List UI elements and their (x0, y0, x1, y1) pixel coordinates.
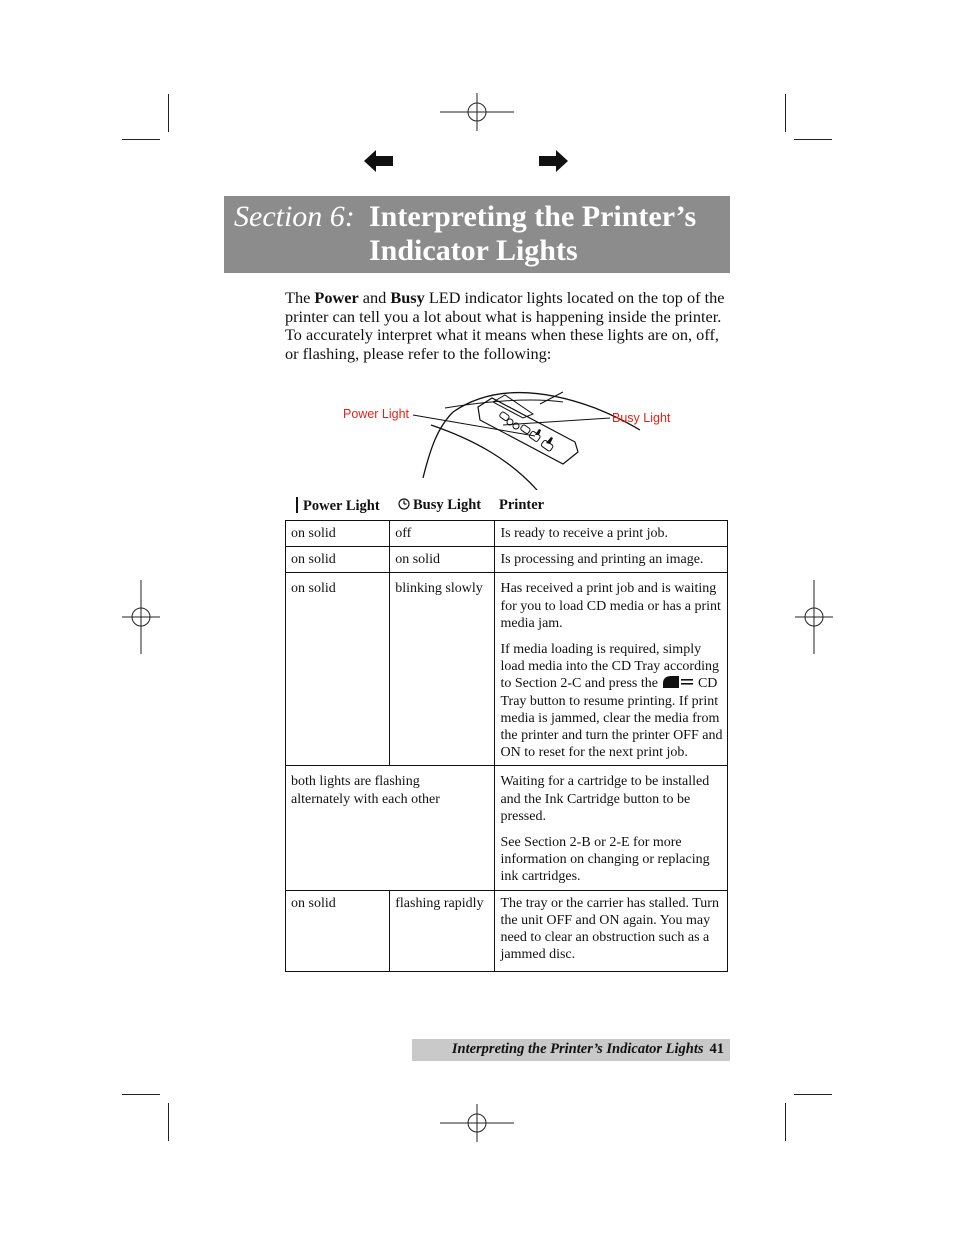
section-banner (224, 196, 730, 273)
footer-title (452, 1041, 724, 1058)
intro-power-term: Power (314, 288, 359, 307)
footer-section-title: Interpreting the Printer’s Indicator Lights (451, 1041, 704, 1057)
next-page-button[interactable] (539, 150, 569, 172)
printer-note (500, 641, 726, 761)
crop-mark (785, 1103, 786, 1141)
printer-description: The tray or the carrier has stalled. Turn the unit OFF and ON again. You may need to clear an obstruction such as a jammed disc. (500, 895, 719, 963)
power-cell: both lights are flashing alternately with each other (286, 766, 495, 890)
power-light-callout: Power Light (343, 407, 410, 421)
previous-page-button[interactable] (364, 150, 394, 172)
printer-description: See Section 2-B or 2-E for more information on changing or replacing ink cartridges. (500, 835, 710, 885)
section-title: Interpreting the Printer’s Indicator Lights (369, 200, 697, 267)
crop-mark (794, 1094, 832, 1095)
crop-mark (122, 1094, 160, 1095)
printer-indicator-illustration (335, 380, 695, 490)
busy-cell: flashing rapidly (390, 890, 495, 971)
indicator-status-table (285, 520, 728, 972)
power-cell: on solid (286, 547, 390, 573)
printer-cell (495, 547, 728, 573)
table-row (286, 521, 728, 547)
busy-cell: blinking slowly (390, 573, 495, 766)
printer-description: Waiting for a cartridge to be installed and the Ink Cartridge button to be pressed. (500, 774, 710, 824)
crop-mark (122, 139, 160, 140)
crosshair-icon (440, 1104, 514, 1142)
printer-cell (495, 766, 728, 890)
crosshair-icon (795, 580, 833, 654)
printer-top-drawing (335, 380, 695, 490)
crop-mark (785, 94, 786, 132)
arrow-right-icon (539, 150, 569, 172)
header-power-light: Power Light (296, 497, 380, 515)
crop-mark (794, 139, 832, 140)
busy-cell: on solid (390, 547, 495, 573)
header-printer: Printer (499, 497, 545, 513)
busy-cell: off (390, 521, 495, 547)
intro-text: LED indicator lights located on the top of the printer can tell you a lot about what is happening inside the printer. To accurately interpret what it means when these lights are on, off, or flashing, please refer to the following: (285, 288, 725, 363)
intro-text: The (285, 288, 315, 307)
printer-description: Has received a print job and is waiting for you to load CD media or has a print media jam. (500, 581, 721, 631)
printer-cell (495, 573, 728, 766)
page-footer (412, 1039, 730, 1061)
crosshair-icon (440, 93, 514, 131)
header-busy-light (398, 497, 481, 514)
header-busy-label: Busy Light (413, 497, 482, 513)
table-row (286, 890, 728, 971)
table-row (286, 547, 728, 573)
power-cell: on solid (286, 521, 390, 547)
table-row (286, 573, 728, 766)
intro-text: and (358, 288, 391, 307)
page-number: 41 (709, 1041, 724, 1057)
power-cell: on solid (286, 573, 390, 766)
busy-light-callout: Busy Light (612, 411, 671, 425)
printer-cell (495, 890, 728, 971)
crosshair-icon (122, 580, 160, 654)
crop-mark (168, 1103, 169, 1141)
note-text: If media loading is required, simply load media into the CD Tray according to Section 2-C and press the (500, 642, 719, 692)
cd-tray-icon (662, 675, 694, 689)
clock-icon (398, 498, 410, 510)
printer-description: Is processing and printing an image. (500, 552, 704, 568)
power-cell: on solid (286, 890, 390, 971)
printer-description: Is ready to receive a print job. (500, 526, 669, 541)
intro-paragraph (285, 289, 730, 363)
section-label: Section 6: (234, 200, 355, 233)
table-row (286, 766, 728, 890)
arrow-left-icon (364, 150, 394, 172)
note-text: CD Tray button to resume printing. If print media is jammed, clear the media from the printer and turn the printer OFF and ON to reset for the next print job. (500, 676, 723, 761)
printer-cell (495, 521, 728, 547)
intro-busy-term: Busy (390, 288, 425, 307)
crop-mark (168, 94, 169, 132)
